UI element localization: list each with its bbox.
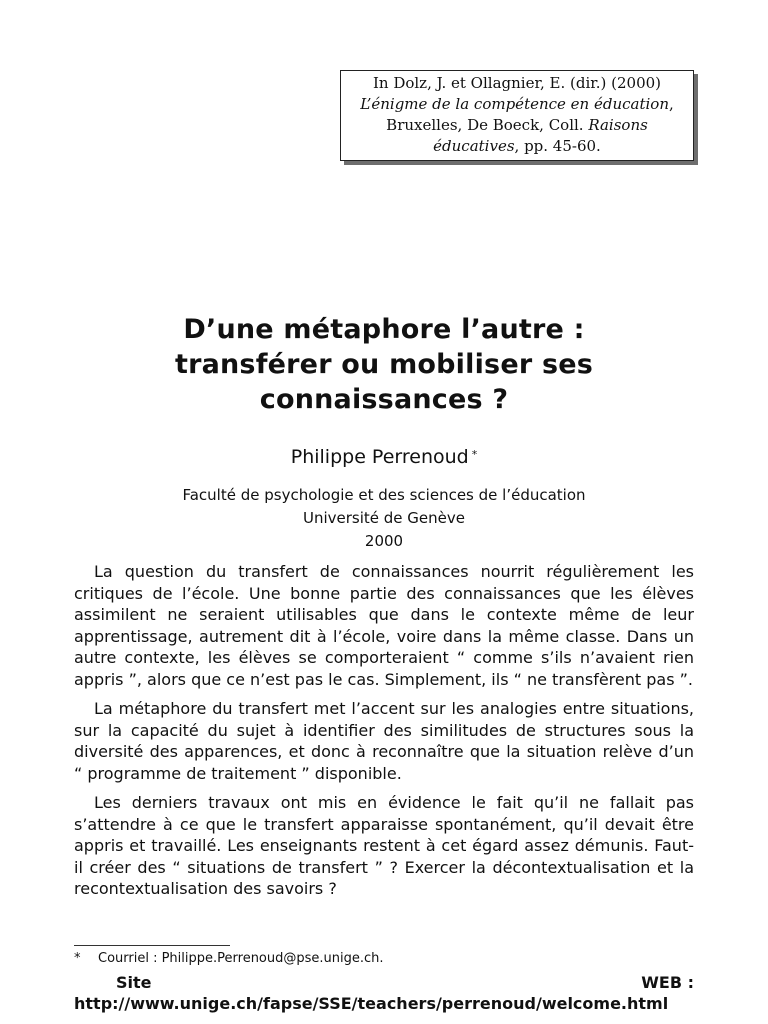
title-line-1: D’une métaphore l’autre : xyxy=(183,314,585,345)
citation-box xyxy=(340,70,694,161)
citation-book-title: L’énigme de la compétence en éducation xyxy=(360,95,669,113)
footnote-divider xyxy=(74,945,230,946)
affiliation xyxy=(60,484,708,553)
footnote-email: Courriel : Philippe.Perrenoud@pse.unige.ch. xyxy=(98,951,384,966)
paragraph: Les derniers travaux ont mis en évidence le fait qu’il ne fallait pas s’attendre à ce que le transfert apparaisse spontanément, qu’il devait être appris et travaillé. Les enseignants restent à cet égard assez démunis. Faut-il créer des “ situations de transfert ” ? Exercer la décontextualisation et la recontextualisation des savoirs ? xyxy=(74,793,694,898)
title-line-3: connaissances ? xyxy=(259,384,509,415)
website-link[interactable]: http://www.unige.ch/fapse/SSE/teachers/perrenoud/welcome.html xyxy=(74,994,669,1013)
affiliation-university: Université de Genève xyxy=(303,509,465,527)
citation-collection: Raisons xyxy=(588,116,648,134)
citation-pages: , pp. 45-60. xyxy=(514,137,601,155)
author-name: Philippe Perrenoud xyxy=(290,446,469,468)
footnote xyxy=(74,949,694,968)
paragraph: La métaphore du transfert met l’accent sur les analogies entre situations, sur la capacité du sujet à identifier des similitudes de structures sous la diversité des apparences, et donc à reconnaître que la situation relève d’un “ programme de traitement ” disponible. xyxy=(74,699,694,783)
citation-publisher: Bruxelles, De Boeck, Coll. xyxy=(386,116,589,134)
article-title xyxy=(60,312,708,417)
citation-line-2 xyxy=(345,94,689,115)
citation-collection-2: éducatives xyxy=(433,137,515,155)
citation-line-1: In Dolz, J. et Ollagnier, E. (dir.) (2000) xyxy=(372,74,662,92)
author-line xyxy=(60,444,708,470)
affiliation-faculty: Faculté de psychologie et des sciences de l’éducation xyxy=(182,486,586,504)
title-line-2: transférer ou mobiliser ses xyxy=(174,349,594,380)
citation-line-4 xyxy=(345,136,689,157)
paragraph: La question du transfert de connaissances nourrit régulièrement les critiques de l’école. Une bonne partie des connaissances que les élèves assimilent ne seraient utilisables que dans le contexte même de leur apprentissage, autrement dit à l’école, voire dans la même classe. Dans un autre contexte, les élèves se comporteraient “ comme s’ils n’avaient rien appris ”, alors que ce n’est pas le cas. Simplement, ils “ ne transfèrent pas ”. xyxy=(74,562,694,689)
body-text xyxy=(74,561,694,908)
citation-line-3 xyxy=(345,115,689,136)
citation-comma: , xyxy=(668,95,674,113)
affiliation-year: 2000 xyxy=(364,532,404,550)
author-footnote-marker: * xyxy=(471,448,478,461)
footnote-marker: * xyxy=(74,951,81,966)
site-label: Site xyxy=(116,973,152,992)
web-label: WEB : xyxy=(641,973,694,992)
